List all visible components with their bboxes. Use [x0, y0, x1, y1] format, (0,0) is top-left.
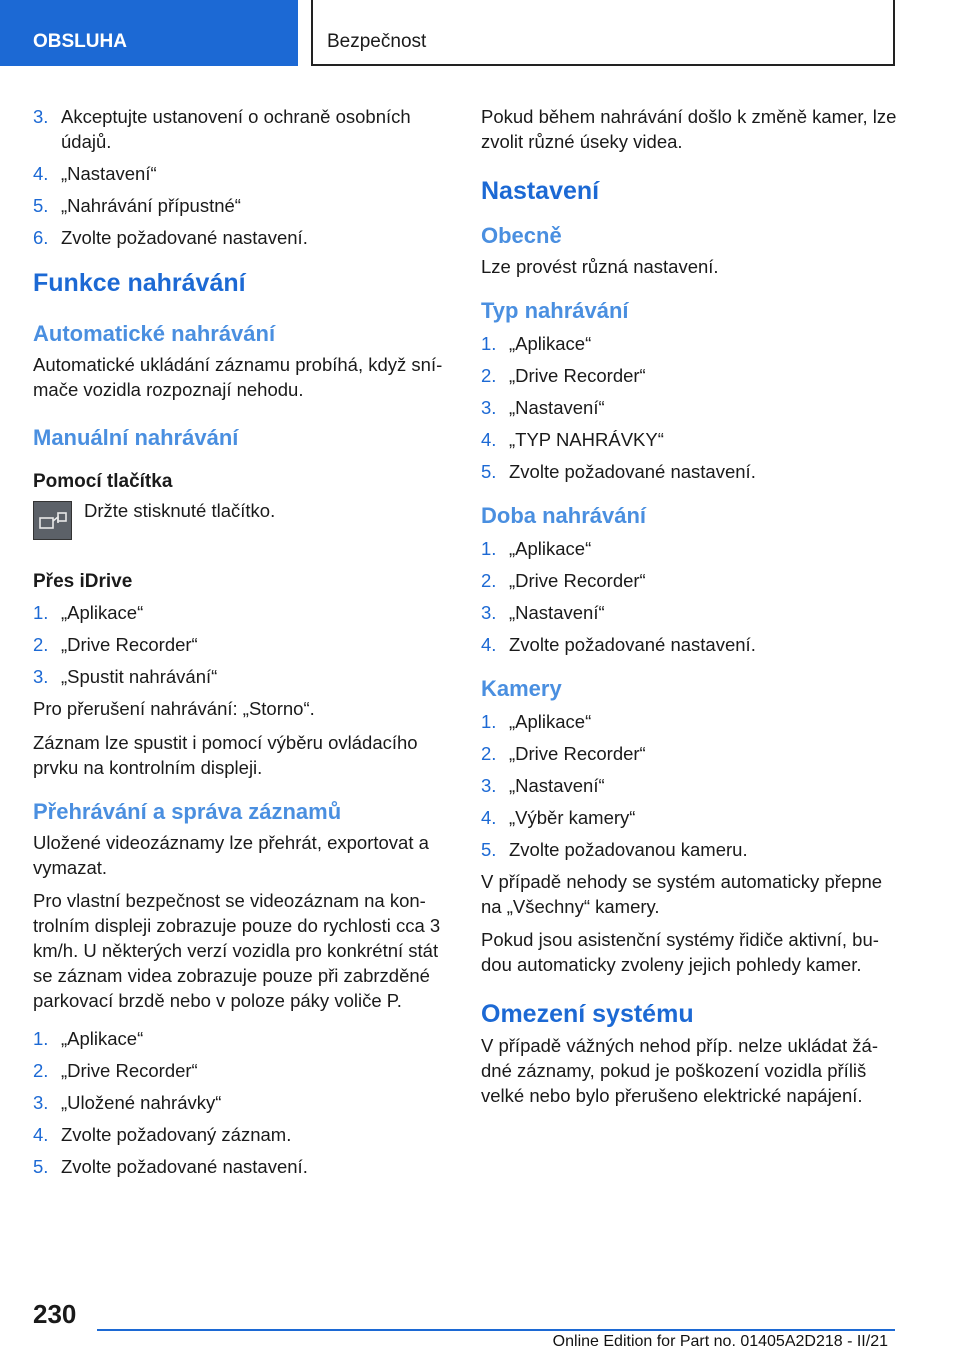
- step-number: 3.: [33, 666, 49, 687]
- step-number: 2.: [481, 743, 497, 764]
- playback-steps: [33, 1026, 451, 1179]
- camera-record-button-icon: [33, 501, 72, 540]
- list-item: [481, 363, 899, 388]
- step-number: 1.: [481, 711, 497, 732]
- step-number: 2.: [481, 570, 497, 591]
- step-text: „Výběr kamery“: [509, 807, 636, 828]
- step-text: Zvolte požadované nastavení.: [61, 1156, 308, 1177]
- list-item: [33, 1090, 451, 1115]
- cameras-text-2: Pokud jsou asistenční systémy řidiče aktivní, budou automaticky zvoleny jejich pohledy kamer.: [481, 929, 879, 975]
- list-item: [33, 664, 451, 689]
- step-number: 2.: [33, 1060, 49, 1081]
- list-item: [481, 741, 899, 766]
- section-tab: OBSLUHA: [0, 0, 298, 66]
- step-text: Zvolte požadovaný záznam.: [61, 1124, 292, 1145]
- left-column: [33, 104, 451, 1186]
- step-number: 3.: [33, 106, 49, 127]
- intro-steps: [33, 104, 451, 250]
- step-number: 1.: [481, 538, 497, 559]
- step-text: „Aplikace“: [509, 333, 592, 354]
- step-text: Zvolte požadovanou kameru.: [509, 839, 748, 860]
- step-text: „Drive Recorder“: [509, 743, 646, 764]
- step-text: „Uložené nahrávky“: [61, 1092, 222, 1113]
- step-text: „Drive Recorder“: [61, 634, 198, 655]
- heading-pres-idrive: Přes iDrive: [33, 571, 133, 592]
- camera-change-text: Pokud během nahrávání došlo k změně kamer, lze zvolit různé úseky videa.: [481, 106, 897, 152]
- auto-recording-text: Automatické ukládání záznamu probíhá, když snímače vozidla rozpoznají nehodu.: [33, 354, 443, 400]
- list-item: [481, 709, 899, 734]
- step-text: Zvolte požadované nastavení.: [61, 227, 308, 248]
- step-text: Zvolte požadované nastavení.: [509, 461, 756, 482]
- heading-manualni-nahravani: Manuální nahrávání: [33, 425, 239, 450]
- list-item: [481, 805, 899, 830]
- list-item: [481, 773, 899, 798]
- list-item: [33, 1122, 451, 1147]
- list-item: [33, 104, 451, 154]
- step-text: Zvolte požadované nastavení.: [509, 634, 756, 655]
- list-item: [33, 1154, 451, 1179]
- list-item: [33, 632, 451, 657]
- heading-obecne: Obecně: [481, 223, 562, 248]
- cameras-steps: [481, 709, 899, 862]
- step-number: 1.: [481, 333, 497, 354]
- step-text: „Nastavení“: [509, 602, 605, 623]
- step-number: 5.: [481, 461, 497, 482]
- limits-text: V případě vážných nehod příp. nelze ukládat žádné záznamy, pokud je poškození vozidla příliš velké nebo bylo přerušeno elektrické napájení.: [481, 1035, 878, 1106]
- start-text: Záznam lze spustit i pomocí výběru ovládacího prvku na kontrolním displeji.: [33, 732, 418, 778]
- type-steps: [481, 331, 899, 484]
- step-text: Akceptujte ustanovení o ochraně osobních údajů.: [61, 106, 411, 152]
- step-number: 1.: [33, 602, 49, 623]
- step-text: „Drive Recorder“: [61, 1060, 198, 1081]
- page-header: [0, 0, 960, 66]
- playback-text-1: Uložené videozáznamy lze přehrát, exportovat a vymazat.: [33, 832, 429, 878]
- page-number: 230: [33, 1299, 77, 1329]
- step-number: 4.: [33, 163, 49, 184]
- heading-doba-nahravani: Doba nahrávání: [481, 503, 647, 528]
- step-number: 5.: [33, 1156, 49, 1177]
- general-text: Lze provést různá nastavení.: [481, 256, 719, 277]
- step-number: 4.: [481, 429, 497, 450]
- list-item: [481, 600, 899, 625]
- right-column: [481, 104, 899, 1108]
- step-number: 3.: [481, 602, 497, 623]
- list-item: [481, 459, 899, 484]
- list-item: [481, 568, 899, 593]
- step-number: 1.: [33, 1028, 49, 1049]
- edition-footer: Online Edition for Part no. 01405A2D218 - II/21: [552, 1333, 888, 1350]
- step-text: „Aplikace“: [61, 1028, 144, 1049]
- heading-funkce-nahravani: Funkce nahrávání: [33, 269, 246, 297]
- list-item: [481, 395, 899, 420]
- step-number: 4.: [33, 1124, 49, 1145]
- step-number: 3.: [33, 1092, 49, 1113]
- playback-text-2: Pro vlastní bezpečnost se videozáznam na kontrolním displeji zobrazuje pouze do rychlosti cca 3 km/h. U některých verzí vozidla pro konkrétní stát se záznam videa zobrazuje pouze při zabrzděné parkovací brzdě nebo v poloze páky voliče P.: [33, 890, 441, 1011]
- list-item: [33, 1058, 451, 1083]
- list-item: [33, 225, 451, 250]
- heading-pomoci-tlacitka: Pomocí tlačítka: [33, 471, 173, 492]
- step-text: „Drive Recorder“: [509, 365, 646, 386]
- heading-automaticke-nahravani: Automatické nahrávání: [33, 321, 276, 346]
- step-number: 4.: [481, 807, 497, 828]
- list-item: [481, 331, 899, 356]
- step-text: „Aplikace“: [61, 602, 144, 623]
- step-number: 6.: [33, 227, 49, 248]
- step-number: 5.: [33, 195, 49, 216]
- heading-omezeni-systemu: Omezení systému: [481, 1000, 694, 1028]
- step-number: 5.: [481, 839, 497, 860]
- step-number: 2.: [33, 634, 49, 655]
- cancel-text: Pro přerušení nahrávání: „Storno“.: [33, 698, 315, 719]
- list-item: [33, 1026, 451, 1051]
- step-number: 4.: [481, 634, 497, 655]
- duration-steps: [481, 536, 899, 657]
- step-text: „Nahrávání přípustné“: [61, 195, 241, 216]
- heading-nastaveni: Nastavení: [481, 177, 600, 205]
- step-text: „Aplikace“: [509, 538, 592, 559]
- step-number: 3.: [481, 775, 497, 796]
- step-number: 3.: [481, 397, 497, 418]
- list-item: [33, 193, 451, 218]
- list-item: [481, 427, 899, 452]
- heading-kamery: Kamery: [481, 676, 562, 701]
- step-text: „Aplikace“: [509, 711, 592, 732]
- list-item: [481, 632, 899, 657]
- button-instruction-text: Držte stisknuté tlačítko.: [84, 500, 276, 521]
- step-text: „Drive Recorder“: [509, 570, 646, 591]
- idrive-steps: [33, 600, 451, 689]
- list-item: [481, 837, 899, 862]
- heading-prehravani: Přehrávání a správa záznamů: [33, 799, 342, 824]
- step-text: „Spustit nahrávání“: [61, 666, 218, 687]
- list-item: [33, 600, 451, 625]
- step-text: „Nastavení“: [509, 397, 605, 418]
- button-instruction: [33, 498, 451, 540]
- chapter-title: Bezpečnost: [311, 0, 895, 66]
- list-item: [33, 161, 451, 186]
- step-text: „Nastavení“: [61, 163, 157, 184]
- step-number: 2.: [481, 365, 497, 386]
- footer-rule: [97, 1329, 895, 1331]
- step-text: „Nastavení“: [509, 775, 605, 796]
- step-text: „TYP NAHRÁVKY“: [509, 429, 664, 450]
- cameras-text-1: V případě nehody se systém automaticky přepne na „Všechny“ kamery.: [481, 871, 883, 917]
- heading-typ-nahravani: Typ nahrávání: [481, 298, 629, 323]
- list-item: [481, 536, 899, 561]
